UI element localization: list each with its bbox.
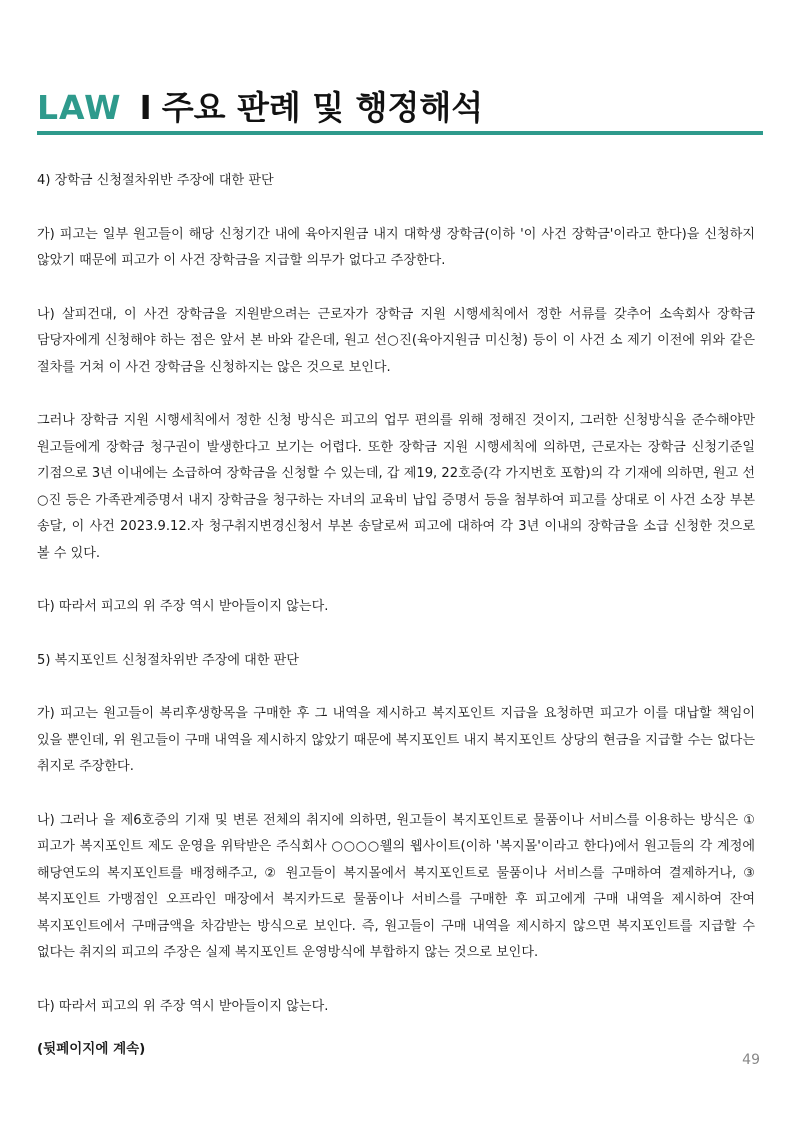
paragraph: 가) 피고는 일부 원고들이 해당 신청기간 내에 육아지원금 내지 대학생 장학금(이하 '이 사건 장학금'이라고 한다)을 신청하지 않았기 때문에 피고가 이 사건 장학금을 지급할 의무가 없다고 주장한다. — [37, 226, 755, 268]
document-body — [37, 168, 755, 1020]
paragraph: 다) 따라서 피고의 위 주장 역시 받아들이지 않는다. — [37, 998, 329, 1014]
paragraph: 다) 따라서 피고의 위 주장 역시 받아들이지 않는다. — [37, 599, 329, 614]
section-heading: 5) 복지포인트 신청절차위반 주장에 대한 판단 — [37, 652, 299, 668]
paragraph: 그러나 장학금 지원 시행세칙에서 정한 신청 방식은 피고의 업무 편의를 위해 정해진 것이지, 그러한 신청방식을 준수해야만 원고들에게 장학금 청구권이 발생한다고 보기는 어렵다. 또한 장학금 지원 시행세칙에 의하면, 근로자는 장학금 신청기준일 기점으로 3년 이내에는 소급하여 장학금을 신청할 수 있는데, 갑 제19, 22호증(각 가지번호 포함)의 각 기재에 의하면, 원고 선○진 등은 가족관계증명서 내지 장학금을 청구하는 자녀의 교육비 납입 증명서 등을 첨부하여 피고를 상대로 이 사건 소장 부본 송달, 이 사건 2023.9.12.자 청구취지변경신청서 부본 송달로써 피고에 대하여 각 3년 이내의 장학금을 소급 신청한 것으로 볼 수 있다. — [37, 413, 755, 561]
page-header — [37, 88, 483, 128]
paragraph: 나) 그러나 을 제6호증의 기재 및 변론 전체의 취지에 의하면, 원고들이 복지포인트로 물품이나 서비스를 이용하는 방식은 ① 피고가 복지포인트 제도 운영을 위탁받은 주식회사 ○○○○웰의 웹사이트(이하 '복지몰'이라고 한다)에서 원고들의 각 계정에 해당연도의 복지포인트를 배정해주고, ② 원고들이 복지몰에서 복지포인트로 물품이나 서비스를 구매하여 결제하거나, ③ 복지포인트 가맹점인 오프라인 매장에서 복지카드로 물품이나 서비스를 구매한 후 피고에게 구매 내역을 제시하여 잔여 복지포인트에서 구매금액을 차감받는 방식으로 보인다. 즉, 원고들이 구매 내역을 제시하지 않으면 복지포인트를 지급할 수 없다는 취지의 피고의 주장은 실제 복지포인트 운영방식에 부합하지 않는 것으로 보인다. — [37, 812, 755, 960]
paragraph: 나) 살피건대, 이 사건 장학금을 지원받으려는 근로자가 장학금 지원 시행세칙에서 정한 서류를 갖추어 소속회사 장학금 담당자에게 신청해야 하는 점은 앞서 본 바와 같은데, 원고 선○진(육아지원금 미신청) 등이 이 사건 소 제기 이전에 위와 같은 절차를 거쳐 이 사건 장학금을 신청하지는 않은 것으로 보인다. — [37, 306, 755, 375]
page-title: 주요 판례 및 행정해석 — [161, 88, 484, 127]
section-heading: 4) 장학금 신청절차위반 주장에 대한 판단 — [37, 173, 274, 188]
header-separator: I — [139, 88, 152, 127]
header-divider — [37, 131, 763, 135]
section-label: LAW — [37, 88, 122, 127]
paragraph: 가) 피고는 원고들이 복리후생항목을 구매한 후 그 내역을 제시하고 복지포인트 지급을 요청하면 피고가 이를 대납할 책임이 있을 뿐인데, 위 원고들이 구매 내역을 제시하지 않았기 때문에 복지포인트 내지 복지포인트 상당의 현금을 지급할 수는 없다는 취지로 주장한다. — [37, 706, 755, 774]
continued-note: (뒷페이지에 계속) — [37, 1041, 146, 1057]
page-number: 49 — [742, 1052, 760, 1068]
